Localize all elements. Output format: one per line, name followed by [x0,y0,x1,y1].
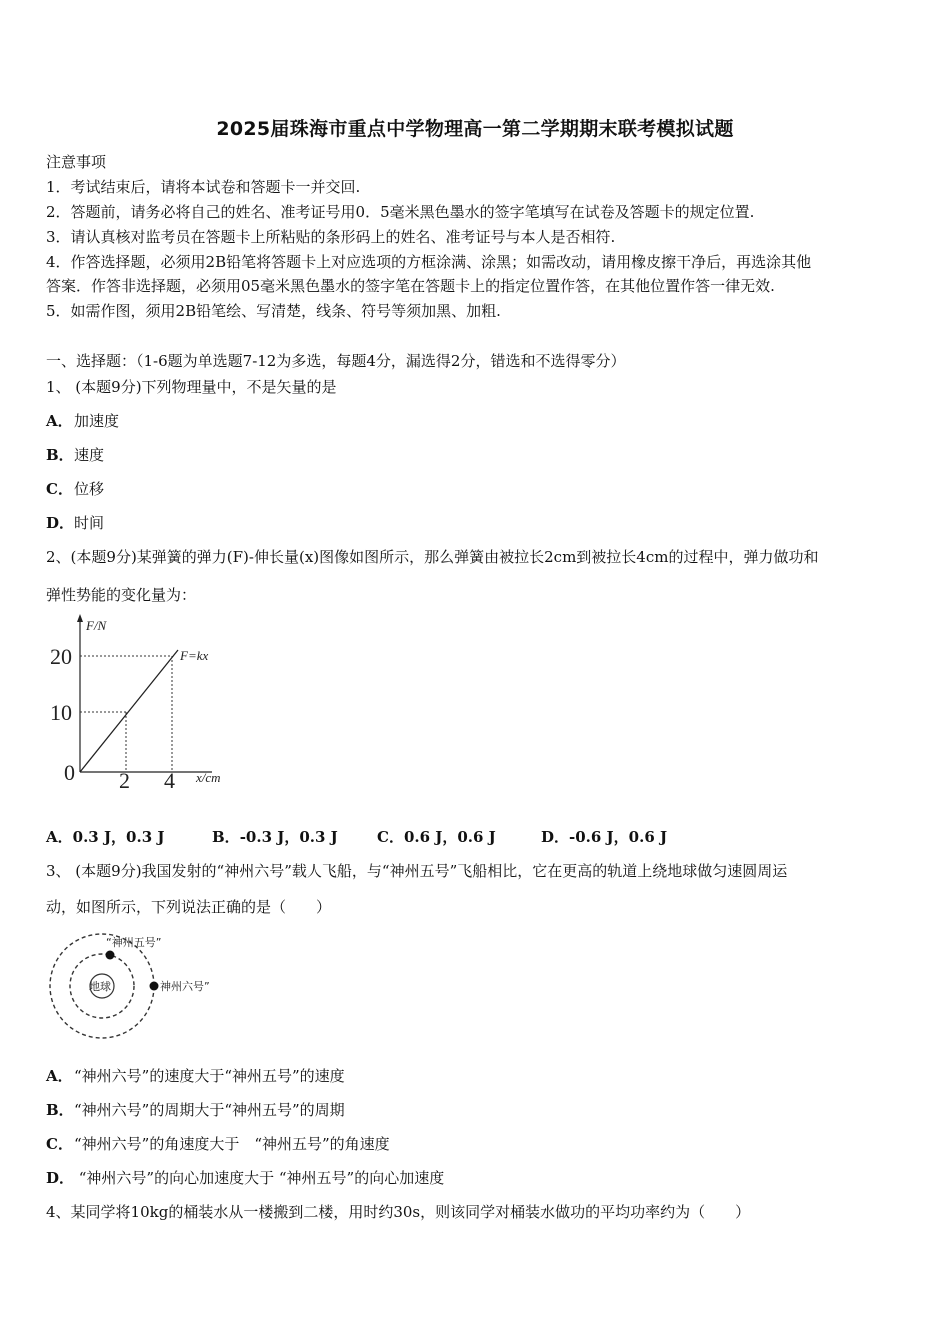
x-tick-label: 2 [119,768,130,793]
option-text: “神州六号”的向心加速度大于 “神州五号”的向心加速度 [74,1169,445,1187]
q2-option-a[interactable] [46,827,164,847]
question-3-stem-cont: 动，如图所示，下列说法正确的是（ ） [46,898,332,916]
option-label: C． [377,828,404,846]
option-label: C． [46,1135,73,1153]
shenzhou-5-label: “神州五号” [106,936,162,949]
force-extension-graph [40,612,240,798]
q1-option-b[interactable] [46,445,104,465]
y-axis-arrow [77,614,83,622]
earth-label: 地球 [89,980,111,993]
notes-heading: 注意事项 [46,153,107,171]
option-text: “神州六号”的速度大于“神州五号”的速度 [74,1067,345,1085]
note-item: 1．考试结束后，请将本试卷和答题卡一并交回. [46,178,361,196]
note-item: 2．答题前，请务必将自己的姓名、准考证号用0．5毫米黑色墨水的签字笔填写在试卷及答题卡的规定位置. [46,203,755,221]
q1-option-a[interactable] [46,411,119,431]
q2-option-c[interactable] [377,827,496,847]
x-tick-label: 4 [164,768,175,793]
option-label: C． [46,480,73,498]
q2-option-b[interactable] [212,827,338,847]
option-text: 位移 [74,480,105,498]
x-axis-label: x/cm [196,770,221,785]
q3-option-d[interactable] [46,1168,444,1188]
note-item: 3．请认真核对监考员在答题卡上所粘贴的条形码上的姓名、准考证号与本人是否相符. [46,228,616,246]
option-text: -0.6 J，0.6 J [569,828,668,846]
note-item: 答案．作答非选择题，必须用05毫米黑色墨水的签字笔在答题卡上的指定位置作答，在其他位置作答一律无效. [46,277,775,295]
note-item: 4．作答选择题，必须用2B铅笔将答题卡上对应选项的方框涂满、涂黑；如需改动，请用橡皮擦干净后，再选涂其他 [46,253,812,271]
orbit-diagram [40,928,240,1042]
y-tick-label: 20 [50,644,72,669]
option-label: B． [46,446,74,464]
q3-option-a[interactable] [46,1066,345,1086]
option-text: 0.6 J，0.6 J [403,828,496,846]
q3-option-b[interactable] [46,1100,345,1120]
section-heading: 一、选择题：（1-6题为单选题7-12为多选，每题4分，漏选得2分，错选和不选得零分） [46,352,626,370]
option-text: 加速度 [74,412,120,430]
shenzhou-5-dot [106,951,115,960]
option-label: A． [46,828,73,846]
option-text: 0.3 J，0.3 J [72,828,165,846]
option-text: 速度 [74,446,105,464]
q1-option-d[interactable] [46,513,104,533]
line-label: F=kx [180,648,209,663]
y-axis-label: F/N [86,618,107,633]
question-2-stem-cont: 弹性势能的变化量为： [46,586,197,604]
shenzhou-6-dot [150,982,159,991]
y-tick-label: 10 [50,700,72,725]
option-label: A． [46,412,73,430]
option-label: D． [541,828,570,846]
question-4-stem: 4、某同学将10kg的桶装水从一楼搬到二楼，用时约30s，则该同学对桶装水做功的平均功率约为（ ） [46,1203,751,1221]
option-label: B． [46,1101,74,1119]
shenzhou-6-label: 神州六号” [160,980,210,993]
option-text: “神州六号”的角速度大于 “神州五号”的角速度 [74,1135,390,1153]
q1-option-c[interactable] [46,479,104,499]
q3-option-c[interactable] [46,1134,390,1154]
option-label: B． [212,828,240,846]
option-label: A． [46,1067,73,1085]
force-line [80,650,178,772]
option-label: D． [46,514,75,532]
q2-option-d[interactable] [541,827,667,847]
option-label: D． [46,1169,75,1187]
question-1-stem: 1、 (本题9分)下列物理量中，不是矢量的是 [46,378,337,396]
page-title: 2025届珠海市重点中学物理高一第二学期期末联考模拟试题 [216,118,734,140]
option-text: 时间 [74,514,105,532]
question-3-stem: 3、 (本题9分)我国发射的“神州六号”载人飞船，与“神州五号”飞船相比，它在更高的轨道上绕地球做匀速圆周运 [46,862,788,880]
question-2-stem: 2、(本题9分)某弹簧的弹力(F)-伸长量(x)图像如图所示，那么弹簧由被拉长2cm到被拉长4cm的过程中，弹力做功和 [46,548,819,566]
note-item: 5．如需作图，须用2B铅笔绘、写清楚，线条、符号等须加黑、加粗. [46,302,501,320]
option-text: -0.3 J，0.3 J [239,828,338,846]
origin-label: 0 [64,760,75,785]
option-text: “神州六号”的周期大于“神州五号”的周期 [74,1101,345,1119]
